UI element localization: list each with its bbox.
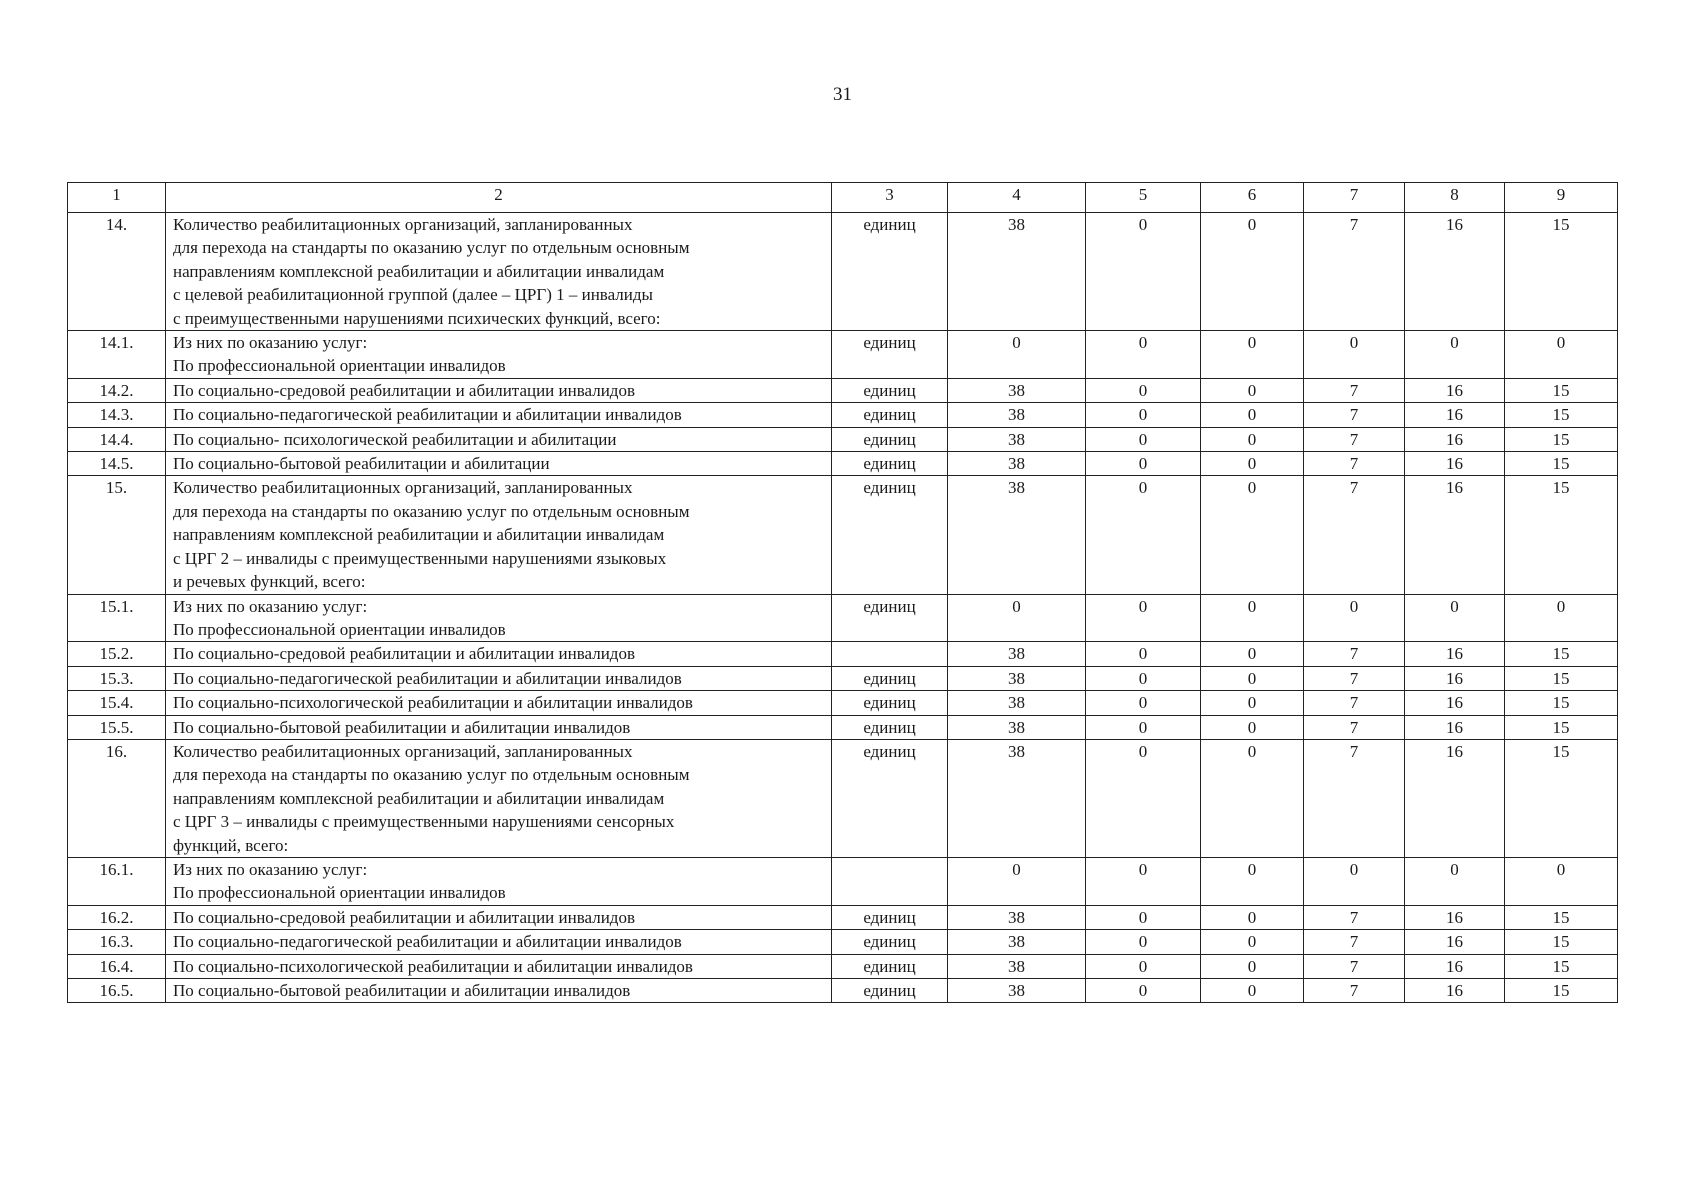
column-number: 5 xyxy=(1086,183,1201,213)
indicator-name xyxy=(166,594,832,642)
value-cell: 0 xyxy=(1201,403,1304,427)
value-cell: 16 xyxy=(1405,691,1505,715)
value-cell: 0 xyxy=(1201,594,1304,642)
indicator-line: По профессиональной ориентации инвалидов xyxy=(173,356,506,376)
value-cell: 0 xyxy=(1086,954,1201,978)
indicator-line: По профессиональной ориентации инвалидов xyxy=(173,619,506,639)
value-cell: 15 xyxy=(1505,739,1618,857)
value-cell: 16 xyxy=(1405,452,1505,476)
value-cell: 16 xyxy=(1405,378,1505,402)
value-cell: 0 xyxy=(1086,979,1201,1003)
value-cell: 0 xyxy=(1201,691,1304,715)
value-cell: 0 xyxy=(1201,642,1304,666)
indicator-line: с ЦРГ 3 – инвалиды с преимущественными нарушениями сенсорных xyxy=(173,812,675,832)
unit-cell: единиц xyxy=(832,403,948,427)
row-number: 14.5. xyxy=(68,452,166,476)
value-cell: 16 xyxy=(1405,666,1505,690)
unit-cell: единиц xyxy=(832,331,948,379)
row-number: 15.2. xyxy=(68,642,166,666)
indicator-name xyxy=(166,739,832,857)
row-number: 14.4. xyxy=(68,427,166,451)
row-number: 14. xyxy=(68,213,166,331)
table-row xyxy=(68,857,1618,905)
indicator-name xyxy=(166,905,832,929)
value-cell: 15 xyxy=(1505,954,1618,978)
value-cell: 0 xyxy=(1201,857,1304,905)
value-cell: 0 xyxy=(1201,739,1304,857)
indicator-line: Из них по оказанию услуг: xyxy=(173,333,368,353)
indicator-line: Количество реабилитационных организаций, запланированных xyxy=(173,741,633,761)
table-row xyxy=(68,642,1618,666)
value-cell: 38 xyxy=(948,930,1086,954)
value-cell: 0 xyxy=(1201,715,1304,739)
indicator-line: По социально-педагогической реабилитации и абилитации инвалидов xyxy=(173,932,682,952)
table-row xyxy=(68,905,1618,929)
indicator-line: По социально-бытовой реабилитации и абилитации инвалидов xyxy=(173,717,631,737)
value-cell: 7 xyxy=(1304,739,1405,857)
value-cell: 15 xyxy=(1505,476,1618,594)
value-cell: 0 xyxy=(1201,954,1304,978)
value-cell: 0 xyxy=(1304,857,1405,905)
value-cell: 16 xyxy=(1405,642,1505,666)
value-cell: 0 xyxy=(1201,666,1304,690)
value-cell: 0 xyxy=(1304,331,1405,379)
value-cell: 0 xyxy=(1505,594,1618,642)
table-row xyxy=(68,476,1618,594)
indicator-name xyxy=(166,642,832,666)
value-cell: 7 xyxy=(1304,403,1405,427)
indicator-line: и речевых функций, всего: xyxy=(173,572,366,592)
indicator-line: По социально-психологической реабилитации и абилитации инвалидов xyxy=(173,693,693,713)
value-cell: 7 xyxy=(1304,954,1405,978)
column-number: 6 xyxy=(1201,183,1304,213)
value-cell: 7 xyxy=(1304,691,1405,715)
unit-cell: единиц xyxy=(832,930,948,954)
value-cell: 7 xyxy=(1304,666,1405,690)
table-row xyxy=(68,331,1618,379)
value-cell: 38 xyxy=(948,954,1086,978)
indicator-line: Количество реабилитационных организаций, запланированных xyxy=(173,215,633,234)
value-cell: 7 xyxy=(1304,476,1405,594)
table-row xyxy=(68,715,1618,739)
indicator-line: По социально-бытовой реабилитации и абилитации xyxy=(173,454,550,474)
value-cell: 16 xyxy=(1405,954,1505,978)
value-cell: 0 xyxy=(1086,476,1201,594)
indicator-line: По социально-педагогической реабилитации и абилитации инвалидов xyxy=(173,405,682,425)
unit-cell xyxy=(832,642,948,666)
value-cell: 0 xyxy=(1086,452,1201,476)
indicator-name xyxy=(166,954,832,978)
value-cell: 15 xyxy=(1505,427,1618,451)
row-number: 16. xyxy=(68,739,166,857)
value-cell: 0 xyxy=(1201,905,1304,929)
row-number: 16.1. xyxy=(68,857,166,905)
indicator-line: с целевой реабилитационной группой (далее – ЦРГ) 1 – инвалиды xyxy=(173,285,653,305)
value-cell: 16 xyxy=(1405,739,1505,857)
value-cell: 38 xyxy=(948,476,1086,594)
value-cell: 38 xyxy=(948,378,1086,402)
value-cell: 38 xyxy=(948,979,1086,1003)
row-number: 16.2. xyxy=(68,905,166,929)
value-cell: 15 xyxy=(1505,452,1618,476)
value-cell: 15 xyxy=(1505,930,1618,954)
table-row xyxy=(68,403,1618,427)
value-cell: 38 xyxy=(948,452,1086,476)
value-cell: 15 xyxy=(1505,691,1618,715)
value-cell: 0 xyxy=(948,331,1086,379)
value-cell: 38 xyxy=(948,739,1086,857)
unit-cell: единиц xyxy=(832,905,948,929)
unit-cell: единиц xyxy=(832,476,948,594)
indicator-name xyxy=(166,452,832,476)
value-cell: 0 xyxy=(1304,594,1405,642)
column-number: 1 xyxy=(68,183,166,213)
unit-cell: единиц xyxy=(832,979,948,1003)
value-cell: 7 xyxy=(1304,905,1405,929)
table-row xyxy=(68,979,1618,1003)
value-cell: 0 xyxy=(1201,452,1304,476)
value-cell: 0 xyxy=(1086,331,1201,379)
table-row xyxy=(68,691,1618,715)
indicator-line: По социально- психологической реабилитации и абилитации xyxy=(173,429,617,449)
indicator-line: для перехода на стандарты по оказанию услуг по отдельным основным xyxy=(173,501,690,521)
row-number: 16.3. xyxy=(68,930,166,954)
value-cell: 0 xyxy=(1201,930,1304,954)
value-cell: 16 xyxy=(1405,476,1505,594)
value-cell: 0 xyxy=(948,857,1086,905)
value-cell: 0 xyxy=(1086,666,1201,690)
value-cell: 0 xyxy=(1086,213,1201,331)
value-cell: 7 xyxy=(1304,930,1405,954)
value-cell: 15 xyxy=(1505,979,1618,1003)
value-cell: 0 xyxy=(1201,378,1304,402)
value-cell: 15 xyxy=(1505,403,1618,427)
value-cell: 38 xyxy=(948,427,1086,451)
value-cell: 38 xyxy=(948,666,1086,690)
value-cell: 16 xyxy=(1405,930,1505,954)
value-cell: 15 xyxy=(1505,905,1618,929)
table-row xyxy=(68,452,1618,476)
indicator-name xyxy=(166,930,832,954)
value-cell: 0 xyxy=(1201,427,1304,451)
indicator-name xyxy=(166,427,832,451)
value-cell: 0 xyxy=(1201,476,1304,594)
value-cell: 0 xyxy=(1086,691,1201,715)
value-cell: 16 xyxy=(1405,905,1505,929)
value-cell: 7 xyxy=(1304,642,1405,666)
column-number: 7 xyxy=(1304,183,1405,213)
value-cell: 38 xyxy=(948,691,1086,715)
table-row xyxy=(68,666,1618,690)
value-cell: 0 xyxy=(1201,331,1304,379)
value-cell: 16 xyxy=(1405,979,1505,1003)
unit-cell: единиц xyxy=(832,594,948,642)
indicator-line: направлениям комплексной реабилитации и абилитации инвалидам xyxy=(173,788,665,808)
value-cell: 0 xyxy=(1086,642,1201,666)
value-cell: 7 xyxy=(1304,979,1405,1003)
unit-cell: единиц xyxy=(832,452,948,476)
value-cell: 0 xyxy=(1086,378,1201,402)
row-number: 15. xyxy=(68,476,166,594)
unit-cell: единиц xyxy=(832,666,948,690)
indicator-line: с ЦРГ 2 – инвалиды с преимущественными нарушениями языковых xyxy=(173,548,667,568)
indicator-line: Из них по оказанию услуг: xyxy=(173,859,368,879)
table-row xyxy=(68,954,1618,978)
indicator-line: Количество реабилитационных организаций, запланированных xyxy=(173,478,633,498)
value-cell: 16 xyxy=(1405,213,1505,331)
value-cell: 15 xyxy=(1505,715,1618,739)
value-cell: 0 xyxy=(1201,979,1304,1003)
indicator-name xyxy=(166,378,832,402)
value-cell: 7 xyxy=(1304,378,1405,402)
row-number: 16.4. xyxy=(68,954,166,978)
indicator-line: для перехода на стандарты по оказанию услуг по отдельным основным xyxy=(173,238,690,258)
value-cell: 16 xyxy=(1405,427,1505,451)
indicator-line: для перехода на стандарты по оказанию услуг по отдельным основным xyxy=(173,765,690,785)
indicator-name xyxy=(166,213,832,331)
value-cell: 7 xyxy=(1304,452,1405,476)
row-number: 14.1. xyxy=(68,331,166,379)
page-number: 31 xyxy=(833,84,852,105)
table-row xyxy=(68,378,1618,402)
column-number-row xyxy=(68,183,1618,213)
row-number: 15.1. xyxy=(68,594,166,642)
column-number: 9 xyxy=(1505,183,1618,213)
value-cell: 0 xyxy=(948,594,1086,642)
value-cell: 15 xyxy=(1505,378,1618,402)
row-number: 15.4. xyxy=(68,691,166,715)
column-number: 8 xyxy=(1405,183,1505,213)
value-cell: 7 xyxy=(1304,213,1405,331)
column-number: 3 xyxy=(832,183,948,213)
unit-cell: единиц xyxy=(832,954,948,978)
value-cell: 16 xyxy=(1405,403,1505,427)
indicator-line: По социально-средовой реабилитации и абилитации инвалидов xyxy=(173,644,635,664)
indicator-name xyxy=(166,979,832,1003)
value-cell: 0 xyxy=(1086,403,1201,427)
indicator-line: По профессиональной ориентации инвалидов xyxy=(173,883,506,903)
table-body xyxy=(68,183,1618,1003)
row-number: 16.5. xyxy=(68,979,166,1003)
indicator-name xyxy=(166,403,832,427)
unit-cell: единиц xyxy=(832,378,948,402)
value-cell: 15 xyxy=(1505,213,1618,331)
row-number: 14.3. xyxy=(68,403,166,427)
value-cell: 15 xyxy=(1505,666,1618,690)
indicator-line: По социально-бытовой реабилитации и абилитации инвалидов xyxy=(173,981,631,1000)
unit-cell: единиц xyxy=(832,213,948,331)
unit-cell: единиц xyxy=(832,739,948,857)
table-row xyxy=(68,739,1618,857)
indicator-name xyxy=(166,715,832,739)
indicator-line: направлениям комплексной реабилитации и абилитации инвалидам xyxy=(173,261,665,281)
value-cell: 38 xyxy=(948,715,1086,739)
row-number: 15.3. xyxy=(68,666,166,690)
value-cell: 38 xyxy=(948,905,1086,929)
indicator-line: По социально-педагогической реабилитации и абилитации инвалидов xyxy=(173,668,682,688)
unit-cell: единиц xyxy=(832,691,948,715)
value-cell: 0 xyxy=(1086,594,1201,642)
table-row xyxy=(68,213,1618,331)
table-row xyxy=(68,427,1618,451)
indicator-name xyxy=(166,857,832,905)
row-number: 15.5. xyxy=(68,715,166,739)
value-cell: 0 xyxy=(1086,427,1201,451)
value-cell: 0 xyxy=(1505,857,1618,905)
value-cell: 0 xyxy=(1505,331,1618,379)
column-number: 2 xyxy=(166,183,832,213)
value-cell: 0 xyxy=(1086,857,1201,905)
indicator-line: Из них по оказанию услуг: xyxy=(173,596,368,616)
value-cell: 38 xyxy=(948,403,1086,427)
value-cell: 0 xyxy=(1086,739,1201,857)
data-table xyxy=(67,182,1618,1003)
value-cell: 0 xyxy=(1086,930,1201,954)
indicator-line: направлениям комплексной реабилитации и абилитации инвалидам xyxy=(173,525,665,545)
indicator-name xyxy=(166,331,832,379)
unit-cell: единиц xyxy=(832,427,948,451)
value-cell: 0 xyxy=(1405,857,1505,905)
table-row xyxy=(68,594,1618,642)
indicator-line: функций, всего: xyxy=(173,835,289,855)
value-cell: 0 xyxy=(1201,213,1304,331)
value-cell: 0 xyxy=(1086,905,1201,929)
unit-cell xyxy=(832,857,948,905)
indicator-name xyxy=(166,666,832,690)
value-cell: 7 xyxy=(1304,715,1405,739)
indicator-name xyxy=(166,476,832,594)
value-cell: 38 xyxy=(948,642,1086,666)
column-number: 4 xyxy=(948,183,1086,213)
indicator-name xyxy=(166,691,832,715)
unit-cell: единиц xyxy=(832,715,948,739)
indicator-line: По социально-психологической реабилитации и абилитации инвалидов xyxy=(173,956,693,976)
value-cell: 0 xyxy=(1405,594,1505,642)
value-cell: 0 xyxy=(1086,715,1201,739)
value-cell: 38 xyxy=(948,213,1086,331)
value-cell: 16 xyxy=(1405,715,1505,739)
indicator-line: с преимущественными нарушениями психических функций, всего: xyxy=(173,308,661,328)
indicator-line: По социально-средовой реабилитации и абилитации инвалидов xyxy=(173,907,635,927)
value-cell: 15 xyxy=(1505,642,1618,666)
indicator-line: По социально-средовой реабилитации и абилитации инвалидов xyxy=(173,380,635,400)
value-cell: 7 xyxy=(1304,427,1405,451)
value-cell: 0 xyxy=(1405,331,1505,379)
row-number: 14.2. xyxy=(68,378,166,402)
table-row xyxy=(68,930,1618,954)
